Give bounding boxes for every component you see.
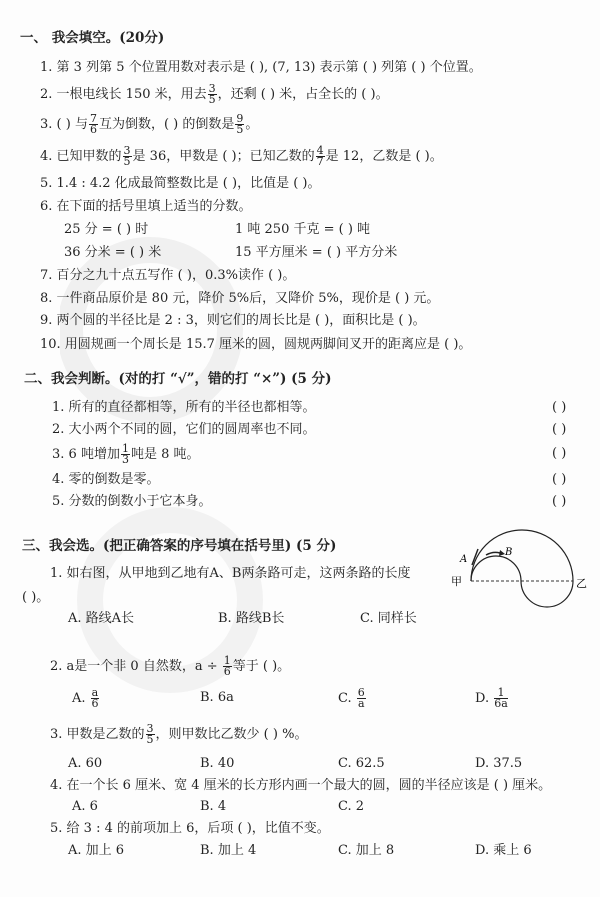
text: 互为倒数，( ) 的倒数是 (98, 117, 235, 132)
numerator: 9 (236, 112, 244, 125)
question-line (40, 60, 482, 76)
section-heading (22, 538, 336, 554)
diagram-start-label: 甲 (451, 575, 462, 588)
denominator: 6a (494, 697, 508, 710)
question-line (52, 444, 200, 465)
question-line (50, 566, 410, 582)
text: 是 36，甲数是 ( )；已知乙数的 (132, 149, 315, 164)
numerator: 1 (121, 442, 129, 455)
question-line (40, 291, 439, 307)
text: C. 2 (338, 799, 365, 814)
text: 10. 用圆规画一个周长是 15.7 厘米的圆，圆规两脚间叉开的距离应是 ( )。 (40, 337, 472, 352)
question-line (68, 611, 134, 627)
question-line (72, 688, 100, 709)
fraction (357, 688, 366, 709)
question-line (40, 313, 426, 329)
question-line (52, 422, 316, 438)
question-line (200, 756, 234, 772)
text: C. 同样长 (360, 611, 417, 626)
text: C. 62.5 (338, 756, 385, 771)
text: 二、我会判断。(对的打 “√”，错的打 “×”) (5 分) (24, 371, 332, 387)
question-line (68, 756, 102, 772)
denominator: 6 (89, 123, 97, 136)
text: ( )。 (22, 590, 50, 605)
text: A. 加上 6 (68, 843, 125, 858)
question-line (40, 337, 471, 353)
text: B. 40 (200, 756, 235, 771)
denominator: 5 (236, 123, 244, 136)
text: 5. 1.4 : 4.2 化成最简整数比是 ( )，比值是 ( )。 (40, 176, 321, 191)
text: D. 乘上 6 (475, 843, 532, 858)
text: 2. 一根电线长 150 米，用去 (40, 87, 207, 102)
text: D. (475, 691, 494, 706)
question-line (40, 146, 443, 167)
text: 4. 已知甲数的 (40, 149, 122, 164)
question-line (40, 114, 258, 135)
text: A. 6 (72, 799, 98, 814)
text: B. 路线B长 (218, 611, 285, 626)
numerator: 4 (316, 144, 324, 157)
text: 5. 给 3 : 4 的前项加上 6，后项 ( )，比值不变。 (50, 821, 330, 836)
denominator: a (357, 697, 365, 710)
denominator: 6 (223, 665, 231, 678)
question-line (338, 756, 385, 772)
text: 三、我会选。(把正确答案的序号填在括号里) (5 分) (22, 538, 337, 554)
text: ，则甲数比乙数少 ( ) %。 (155, 727, 308, 742)
question-line (52, 400, 316, 416)
text: 15 平方厘米 = ( ) 平方分米 (235, 245, 398, 260)
text: 一、 我会填空。(20分) (20, 30, 165, 46)
text: B. 4 (200, 799, 227, 814)
question-line (475, 688, 509, 709)
question-line (200, 843, 256, 859)
fraction (235, 114, 244, 135)
question-line (360, 611, 417, 627)
text: D. 37.5 (475, 756, 523, 771)
question-line (50, 656, 290, 677)
question-line (68, 843, 124, 859)
answer-bracket (552, 422, 566, 438)
diagram-end-label: 乙 (576, 577, 587, 590)
text: 2. 大小两个不同的圆，它们的圆周率也不同。 (52, 422, 316, 437)
text: ( ) (552, 400, 567, 415)
fraction (223, 656, 232, 677)
numerator: 3 (208, 82, 216, 95)
question-line (338, 799, 364, 815)
fraction (146, 724, 155, 745)
text: 4. 在一个长 6 厘米、宽 4 厘米的长方形内画一个最大的圆，圆的半径应该是 ( ) 厘米。 (50, 778, 552, 793)
question-line (235, 245, 397, 261)
answer-bracket (552, 400, 566, 416)
question-line (475, 843, 532, 859)
answer-bracket (552, 472, 566, 488)
text: 3. ( ) 与 (40, 117, 88, 132)
text: ( ) (552, 494, 567, 509)
denominator: 7 (316, 155, 324, 168)
question-line (40, 84, 389, 105)
question-line (218, 611, 284, 627)
text: B. 6a (200, 690, 234, 705)
text: 36 分米 = ( ) 米 (64, 245, 162, 260)
text: 3. 甲数是乙数的 (50, 727, 145, 742)
numerator: 3 (123, 144, 131, 157)
text: 1. 第 3 列第 5 个位置用数对表示是 ( ), (7, 13) 表示第 ( ) 列第 ( ) 个位置。 (40, 60, 482, 75)
text: B. 加上 4 (200, 843, 257, 858)
numerator: 1 (223, 654, 231, 667)
text: ( ) (552, 446, 567, 461)
text: 1. 所有的直径都相等，所有的半径也都相等。 (52, 400, 316, 415)
text: 5. 分数的倒数小于它本身。 (52, 494, 212, 509)
numerator: 1 (494, 688, 508, 699)
section-heading (24, 371, 332, 387)
denominator: 3 (121, 453, 129, 466)
text: 1. 如右图，从甲地到乙地有A、B两条路可走，这两条路的长度 (50, 566, 411, 581)
question-line (40, 268, 295, 284)
text: C. 加上 8 (338, 843, 395, 858)
text: 7. 百分之九十点五写作 ( )，0.3%读作 ( )。 (40, 268, 296, 283)
text: 4. 零的倒数是零。 (52, 472, 160, 487)
answer-bracket (552, 494, 566, 510)
text: 1 吨 250 千克 = ( ) 吨 (235, 222, 371, 237)
text: 2. a是一个非 0 自然数，a ÷ (50, 659, 222, 674)
question-line (50, 724, 307, 745)
question-line (50, 778, 551, 794)
denominator: 6 (91, 697, 99, 710)
fraction (89, 114, 98, 135)
text: 等于 ( )。 (232, 659, 291, 674)
question-line (40, 176, 320, 192)
text: 9. 两个圆的半径比是 2 : 3，则它们的周长比是 ( )，面积比是 ( )。 (40, 313, 426, 328)
denominator: 5 (146, 733, 154, 746)
question-line (52, 494, 212, 510)
denominator: 5 (208, 93, 216, 106)
question-line (200, 690, 234, 706)
question-line (338, 843, 394, 859)
text: 6. 在下面的括号里填上适当的分数。 (40, 199, 252, 214)
fraction (208, 84, 217, 105)
question-line (72, 799, 98, 815)
text: ( ) (552, 422, 567, 437)
numerator: 7 (89, 112, 97, 125)
route-b-label: B (505, 547, 513, 558)
fraction (494, 688, 508, 709)
text: 。 (245, 117, 259, 132)
text: A. 60 (68, 756, 103, 771)
text: ，还剩 ( ) 米，占全长的 ( )。 (217, 87, 389, 102)
question-line (52, 472, 160, 488)
answer-bracket (552, 446, 566, 462)
denominator: 5 (123, 155, 131, 168)
fraction (316, 146, 325, 167)
question-line (50, 821, 330, 837)
question-line (235, 222, 370, 238)
route-a-label: A (460, 554, 468, 565)
route-diagram (448, 525, 598, 620)
section-heading (20, 30, 164, 46)
text: A. 路线A长 (68, 611, 135, 626)
text: ( ) (552, 472, 567, 487)
numerator: a (91, 686, 99, 699)
question-line (64, 222, 148, 238)
answer-bracket (22, 590, 49, 606)
numerator: 3 (146, 722, 154, 735)
text: 3. 6 吨增加 (52, 447, 120, 462)
text: 8. 一件商品原价是 80 元，降价 5%后，又降价 5%，现价是 ( ) 元。 (40, 291, 440, 306)
question-line (200, 799, 226, 815)
text: 吨是 8 吨。 (130, 447, 200, 462)
fraction (123, 146, 132, 167)
text: 25 分 = ( ) 时 (64, 222, 149, 237)
numerator: 6 (357, 686, 365, 699)
text: C. (338, 691, 356, 706)
question-line (64, 245, 161, 261)
fraction (121, 444, 130, 465)
text: 是 12，乙数是 ( )。 (325, 149, 443, 164)
fraction (91, 688, 100, 709)
text: A. (72, 691, 90, 706)
question-line (338, 688, 367, 709)
question-line (40, 199, 252, 215)
question-line (475, 756, 522, 772)
